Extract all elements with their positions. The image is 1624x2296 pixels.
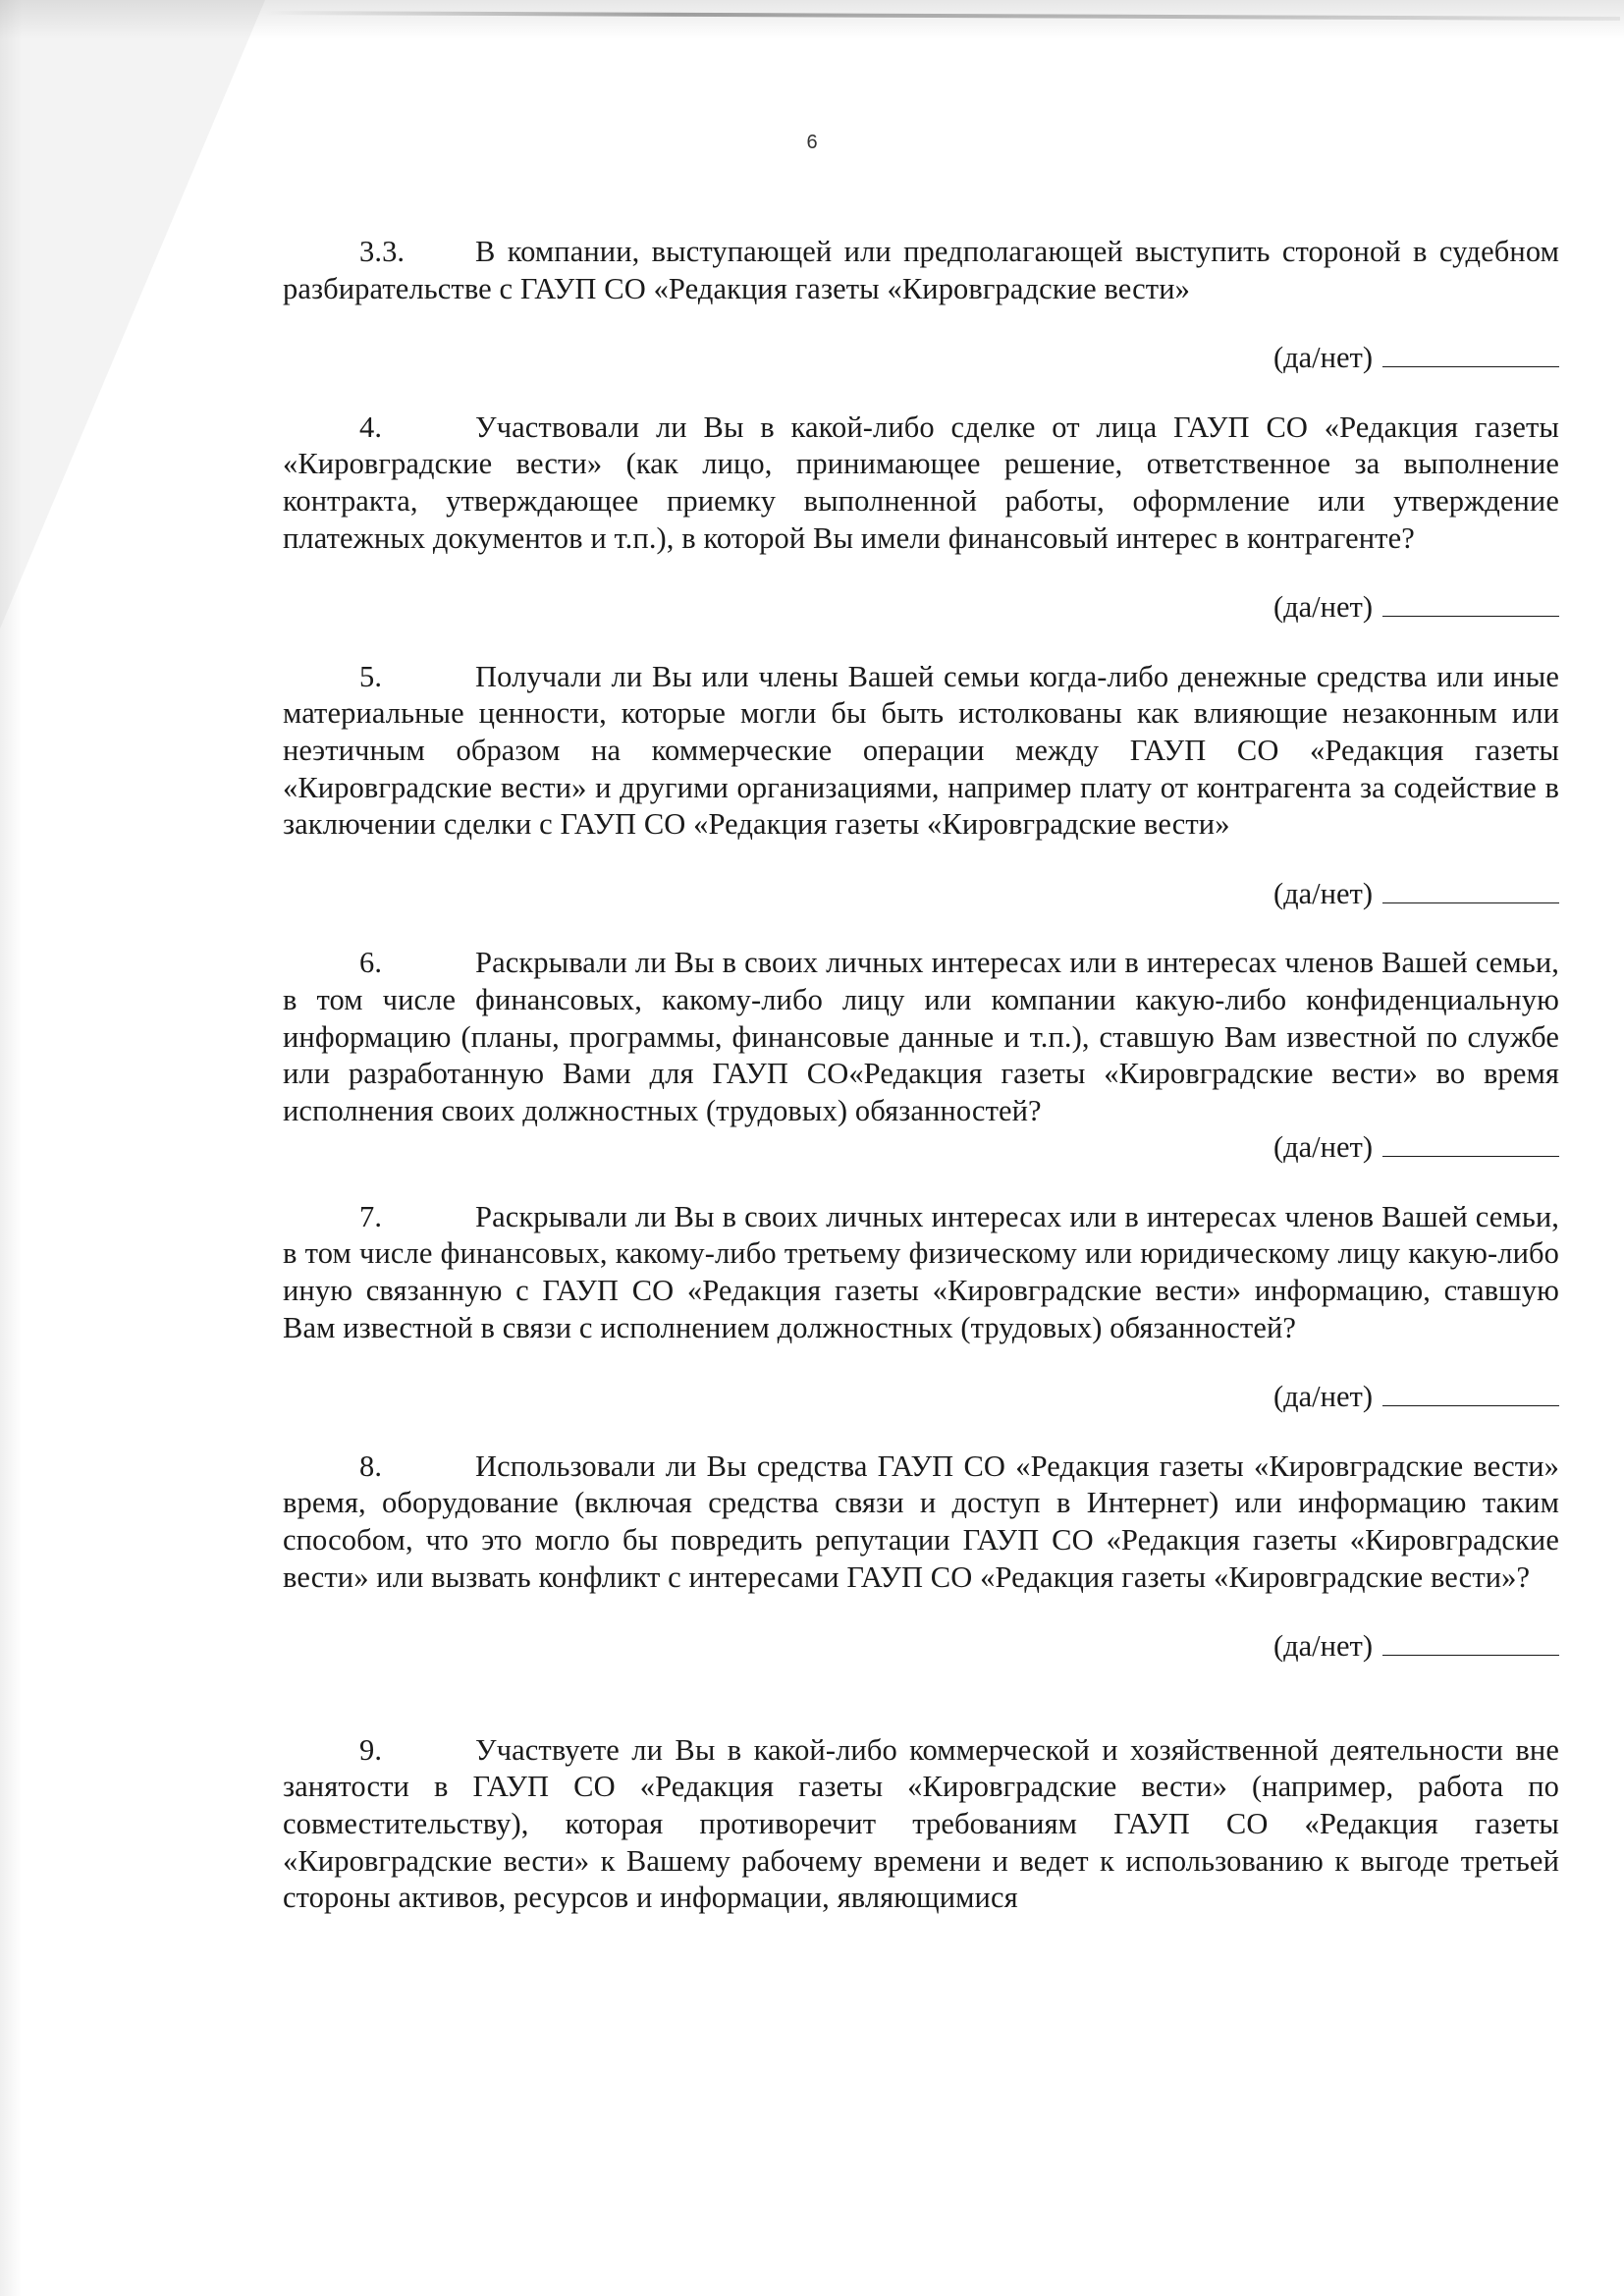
answer-blank[interactable]	[1382, 341, 1559, 367]
question-body: Участвовали ли Вы в какой-либо сделке от лица ГАУП СО «Редакция газеты «Кировградские вести» (как лицо, принимающее решение, ответственное за выполнение контракта, утверждающее приемку выполненной работы, оформление или утверждение платежных документов и т.п.), в которой Вы имели финансовый интерес в контрагенте?	[283, 410, 1559, 555]
question-text	[283, 1732, 1559, 1917]
question-text	[283, 1449, 1559, 1596]
answer-label: (да/нет)	[1272, 590, 1373, 625]
question-text	[283, 945, 1559, 1129]
answer-blank[interactable]	[1382, 1380, 1559, 1406]
question-body: Раскрывали ли Вы в своих личных интересах или в интересах членов Вашей семьи, в том числе финансовых, какому-либо третьему физическому или юридическому лицу какую-либо иную связанную с ГАУП СО «Редакция газеты «Кировградские вести» информацию, ставшую Вам известной в связи с исполнением должностных (трудовых) обязанностей?	[283, 1199, 1559, 1344]
question-number: 7.	[359, 1199, 383, 1233]
answer-line	[283, 1379, 1559, 1416]
question-body: В компании, выступающей или предполагающей выступить стороной в судебном разбирательстве с ГАУП СО «Редакция газеты «Кировградские вести»	[283, 235, 1559, 305]
scan-fold-shadow	[0, 0, 265, 629]
document-body	[283, 234, 1559, 1917]
answer-label: (да/нет)	[1272, 1130, 1373, 1165]
question-body: Получали ли Вы или члены Вашей семьи когда-либо денежные средства или иные материальные ценности, которые могли бы быть истолкованы как влияющие незаконным или неэтичным образом на коммерческие операции между ГАУП СО «Редакция газеты «Кировградские вести» и другими организациями, например плату от контрагента за содействие в заключении сделки с ГАУП СО «Редакция газеты «Кировградские вести»	[283, 659, 1559, 842]
question-number: 8.	[359, 1449, 383, 1483]
answer-line	[283, 340, 1559, 377]
question-6	[283, 945, 1559, 1129]
answer-line	[283, 1129, 1559, 1167]
scan-streak	[265, 11, 1620, 21]
answer-label: (да/нет)	[1272, 1629, 1373, 1664]
question-number: 4.	[359, 410, 383, 444]
answer-label: (да/нет)	[1272, 341, 1373, 375]
question-text	[283, 234, 1559, 307]
question-number: 9.	[359, 1732, 383, 1767]
question-number: 3.3.	[359, 235, 406, 268]
question-body: Участвуете ли Вы в какой-либо коммерческой и хозяйственной деятельности вне занятости в ГАУП СО «Редакция газеты «Кировградские вести» (например, работа по совместительству), которая противоречит требованиям ГАУП СО «Редакция газеты «Кировградские вести» к Вашему рабочему времени и ведет к использованию к выгоде третьей стороны активов, ресурсов и информации, являющимися	[283, 1732, 1559, 1915]
answer-blank[interactable]	[1382, 1130, 1559, 1157]
question-body: Использовали ли Вы средства ГАУП СО «Редакция газеты «Кировградские вести» время, оборудование (включая средства связи и доступ в Интернет) или информацию таким способом, что это могло бы повредить репутации ГАУП СО «Редакция газеты «Кировградские вести» или вызвать конфликт с интересами ГАУП СО «Редакция газеты «Кировградские вести»?	[283, 1449, 1559, 1594]
question-text	[283, 659, 1559, 844]
scan-edge-shadow	[0, 0, 22, 2296]
question-body: Раскрывали ли Вы в своих личных интересах или в интересах членов Вашей семьи, в том числе финансовых, какому-либо лицу или компании какую-либо конфиденциальную информацию (планы, программы, финансовые данные и т.п.), ставшую Вам известной по службе или разработанную Вами для ГАУП СО«Редакция газеты «Кировградские вести» во время исполнения своих должностных (трудовых) обязанностей?	[283, 946, 1559, 1127]
question-7	[283, 1199, 1559, 1346]
page-number: 6	[806, 132, 818, 153]
answer-blank[interactable]	[1382, 1629, 1559, 1656]
question-4	[283, 410, 1559, 557]
question-number: 5.	[359, 659, 383, 693]
question-9	[283, 1732, 1559, 1917]
answer-label: (да/нет)	[1272, 876, 1373, 910]
question-number: 6.	[359, 946, 383, 980]
answer-line	[283, 589, 1559, 627]
question-text	[283, 410, 1559, 557]
answer-line	[283, 1628, 1559, 1666]
answer-blank[interactable]	[1382, 877, 1559, 903]
question-8	[283, 1449, 1559, 1596]
question-text	[283, 1199, 1559, 1346]
answer-line	[283, 876, 1559, 913]
scan-top-shadow	[0, 0, 1624, 39]
question-5	[283, 659, 1559, 844]
answer-blank[interactable]	[1382, 590, 1559, 617]
question-3-3	[283, 234, 1559, 307]
answer-label: (да/нет)	[1272, 1380, 1373, 1414]
